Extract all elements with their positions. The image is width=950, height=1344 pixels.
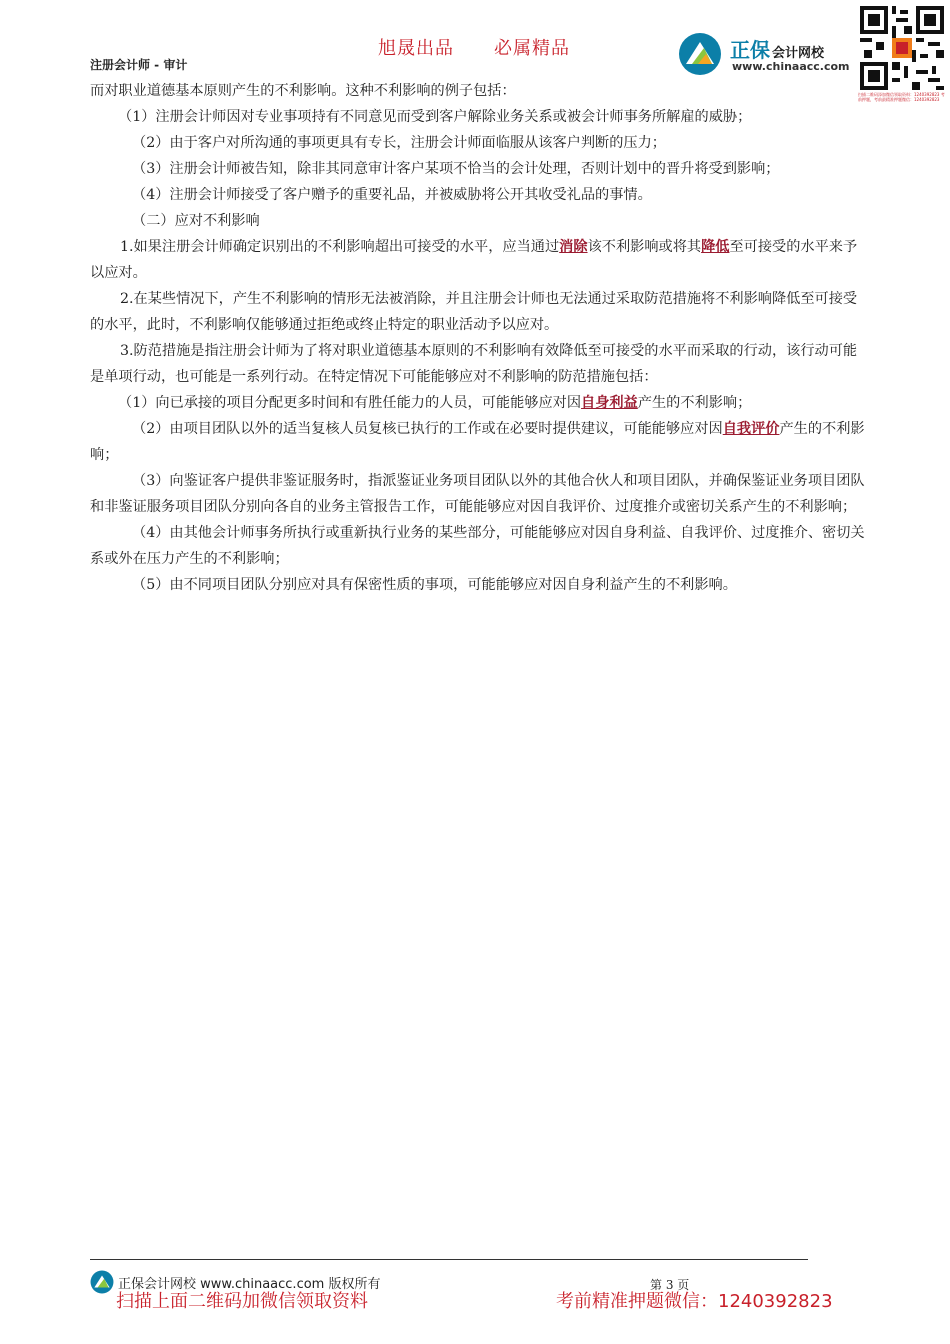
list-item: （2）由于客户对所沟通的事项更具有专长，注册会计师面临服从该客户判断的压力； <box>132 135 666 151</box>
chinaacc-logo <box>678 30 858 80</box>
list-item: （1）注册会计师因对专业事项持有不同意见而受到客户解除业务关系或被会计师事务所解雇的威胁； <box>118 109 752 125</box>
logo-name: 正保 会计网校 <box>730 38 825 62</box>
list-item: （2）由项目团队以外的适当复核人员复核已执行的工作或在必要时提供建议，可能能够应对因自我评价产生的不利影响； <box>90 421 865 463</box>
list-item: （4）由其他会计师事务所执行或重新执行业务的某些部分，可能能够应对因自身利益、自我评价、过度推介、密切关系或外在压力产生的不利影响； <box>90 525 865 567</box>
highlight-term: 消除 <box>559 239 588 255</box>
document-body <box>90 78 868 598</box>
paragraph: 2.在某些情况下，产生不利影响的情形无法被消除，并且注册会计师也无法通过采取防范措施将不利影响降低至可接受的水平，此时，不利影响仅能够通过拒绝或终止特定的职业活动予以应对。 <box>90 291 858 333</box>
logo-url: www.chinaacc.com <box>732 60 850 73</box>
logo-sub: 会计网校 <box>772 46 825 61</box>
course-title: 注册会计师 - 审计 <box>90 58 188 72</box>
footer-copyright: 正保会计网校 www.chinaacc.com 版权所有 <box>118 1277 381 1292</box>
list-item: （1）向已承接的项目分配更多时间和有胜任能力的人员，可能能够应对因自身利益产生的不利影响； <box>118 395 752 411</box>
slogan-2: 必属精品 <box>494 38 570 59</box>
slogan-1: 旭晟出品 <box>378 38 454 59</box>
header-slogan <box>378 34 610 60</box>
list-item: （4）注册会计师接受了客户赠予的重要礼品，并被威胁将公开其收受礼品的事情。 <box>132 187 652 203</box>
paragraph: 1.如果注册会计师确定识别出的不利影响超出可接受的水平，应当通过消除该不利影响或将其降低至可接受的水平来予以应对。 <box>90 239 858 281</box>
highlight-term: 自我评价 <box>722 421 780 437</box>
paragraph: 3.防范措施是指注册会计师为了将对职业道德基本原则的不利影响有效降低至可接受的水平而采取的行动，该行动可能是单项行动，也可能是一系列行动。在特定情况下可能能够应对不利影响的防范措施包括： <box>90 343 858 385</box>
qr-note: 扫描二维码添加微信领取资料：1240392823 考前押题，考前最精准押题微信：1240392823 <box>858 92 945 102</box>
qr-code-icon <box>860 6 944 90</box>
footer-divider <box>90 1259 808 1260</box>
list-item: （3）向鉴证客户提供非鉴证服务时，指派鉴证业务项目团队以外的其他合伙人和项目团队，并确保鉴证业务项目团队和非鉴证服务项目团队分别向各自的业务主管报告工作，可能能够应对因自我评价、过度推介或密切关系产生的不利影响； <box>90 473 865 515</box>
list-item: （3）注册会计师被告知，除非其同意审计客户某项不恰当的会计处理，否则计划中的晋升将受到影响； <box>132 161 780 177</box>
paragraph: 而对职业道德基本原则产生的不利影响。这种不利影响的例子包括： <box>90 83 516 99</box>
logo-mark-icon <box>678 32 722 76</box>
list-item: （5）由不同项目团队分别应对具有保密性质的事项，可能能够应对因自身利益产生的不利影响。 <box>132 577 737 593</box>
promo-text-left: 扫描上面二维码加微信领取资料 <box>116 1291 368 1312</box>
footer-logo-icon <box>90 1270 114 1294</box>
promo-text-right: 考前精准押题微信：1240392823 <box>556 1291 833 1312</box>
section-heading: （二）应对不利影响 <box>132 213 260 229</box>
highlight-term: 降低 <box>701 239 730 255</box>
page-number: 第 3 页 <box>650 1278 690 1292</box>
highlight-term: 自身利益 <box>581 395 638 411</box>
